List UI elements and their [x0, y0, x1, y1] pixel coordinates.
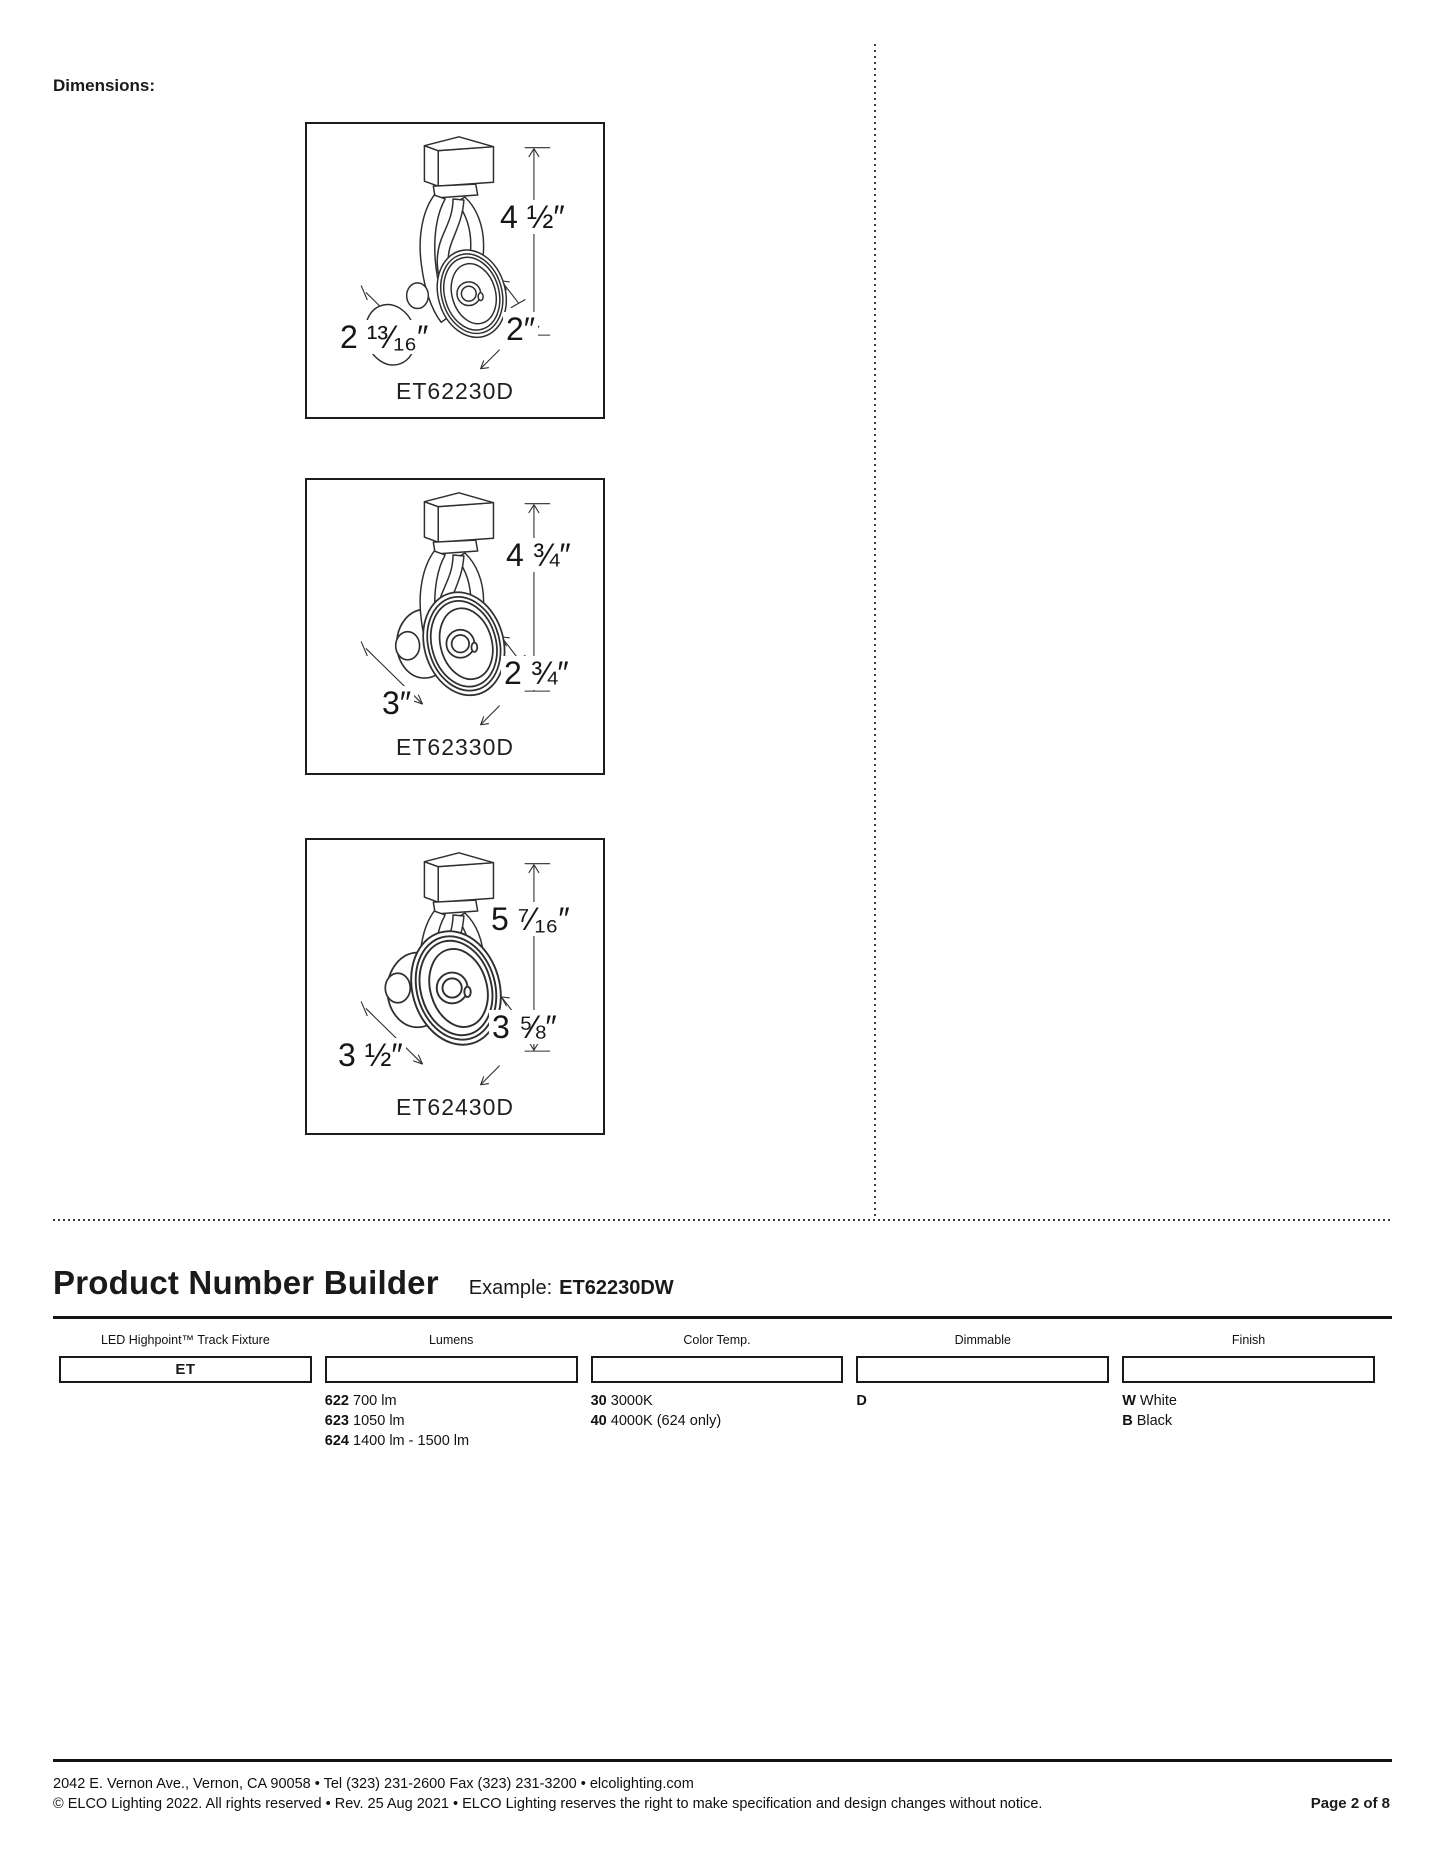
option-code: 624 [324, 1433, 349, 1449]
option-label: 1400 lm - 1500 lm [353, 1433, 470, 1449]
model-number-label: ET62430D [396, 1094, 514, 1120]
builder-column-finish [1122, 1333, 1375, 1451]
option-code: D [856, 1393, 867, 1409]
section-divider-rule [53, 1316, 1392, 1319]
option-label: 700 lm [353, 1393, 397, 1409]
option-label: 1050 lm [353, 1413, 405, 1429]
segment-value-box [325, 1356, 578, 1383]
option-row [325, 1411, 578, 1431]
fixture-diagram-card [305, 838, 605, 1135]
footer-copyright-line: © ELCO Lighting 2022. All rights reserved • Rev. 25 Aug 2021 • ELCO Lighting reserves the right to make specification and design changes without notice. [53, 1796, 1043, 1812]
option-code: 40 [590, 1413, 607, 1429]
option-code: 623 [324, 1413, 349, 1429]
fixture-diagram-card [305, 478, 605, 775]
product-number-builder-header [53, 1264, 674, 1302]
depth-dimension-label: 3″ [379, 686, 414, 720]
track-fixture-line-art [307, 480, 603, 773]
option-list [591, 1391, 844, 1431]
example-value: ET62230DW [559, 1277, 674, 1299]
option-row [591, 1391, 844, 1411]
fixture-drawing [396, 493, 517, 705]
diameter-dimension-label: 2″ [503, 312, 538, 346]
column-header: Lumens [428, 1333, 474, 1347]
option-code: W [1122, 1393, 1136, 1409]
depth-dimension-label: 3 ½″ [335, 1038, 406, 1072]
example-label: Example: [468, 1277, 553, 1299]
model-number-label: ET62230D [396, 378, 514, 404]
track-fixture-line-art [307, 124, 603, 417]
page-number-label: Page 2 of 8 [1310, 1795, 1390, 1812]
option-row [591, 1411, 844, 1431]
height-dimension-label: 4 ½″ [497, 200, 568, 234]
option-row [325, 1431, 578, 1451]
height-dimension-label: 5 ⁷⁄₁₆″ [488, 902, 573, 936]
builder-column-lumens [325, 1333, 578, 1451]
option-label: White [1139, 1393, 1177, 1409]
segment-value-box [1122, 1356, 1375, 1383]
footer-text-block [53, 1774, 1042, 1814]
option-label: 3000K [610, 1393, 653, 1409]
section-title: Product Number Builder [53, 1264, 439, 1301]
option-row [1122, 1411, 1375, 1431]
option-row [325, 1391, 578, 1411]
column-header: LED Highpoint™ Track Fixture [100, 1333, 270, 1347]
option-code: 622 [324, 1393, 349, 1409]
builder-column-fixture [59, 1333, 312, 1451]
model-number-label: ET62330D [396, 734, 514, 760]
footer-divider-rule [53, 1759, 1392, 1762]
product-number-builder-table [59, 1333, 1375, 1451]
diameter-dimension-label: 2 ¾″ [501, 656, 572, 690]
depth-dimension-label: 2 ¹³⁄₁₆″ [337, 320, 431, 354]
option-row [1122, 1391, 1375, 1411]
option-label: 4000K (624 only) [610, 1413, 722, 1429]
track-fixture-line-art [307, 840, 603, 1133]
option-code: B [1122, 1413, 1133, 1429]
column-header: Dimmable [954, 1333, 1011, 1347]
column-header: Color Temp. [683, 1333, 751, 1347]
builder-column-color-temp [591, 1333, 844, 1451]
column-header: Finish [1231, 1333, 1266, 1347]
diameter-dimension-label: 3 ⅝″ [489, 1010, 560, 1044]
dimensions-section-label: Dimensions: [53, 76, 156, 95]
horizontal-dotted-divider [53, 1219, 1392, 1221]
option-label: Black [1136, 1413, 1173, 1429]
option-list [325, 1391, 578, 1451]
segment-value-box [591, 1356, 844, 1383]
footer-address-line: 2042 E. Vernon Ave., Vernon, CA 90058 • Tel (323) 231-2600 Fax (323) 231-3200 • elcolighting.com [53, 1776, 694, 1792]
builder-column-dimmable [856, 1333, 1109, 1451]
option-list [856, 1391, 1109, 1411]
segment-value-box: ET [59, 1356, 312, 1383]
option-list [1122, 1391, 1375, 1431]
fixture-diagram-card [305, 122, 605, 419]
option-row [856, 1391, 1109, 1411]
height-dimension-label: 4 ¾″ [503, 538, 574, 572]
example-product-number [469, 1277, 674, 1300]
vertical-dotted-divider [874, 44, 876, 1220]
segment-value-box [856, 1356, 1109, 1383]
option-code: 30 [590, 1393, 607, 1409]
